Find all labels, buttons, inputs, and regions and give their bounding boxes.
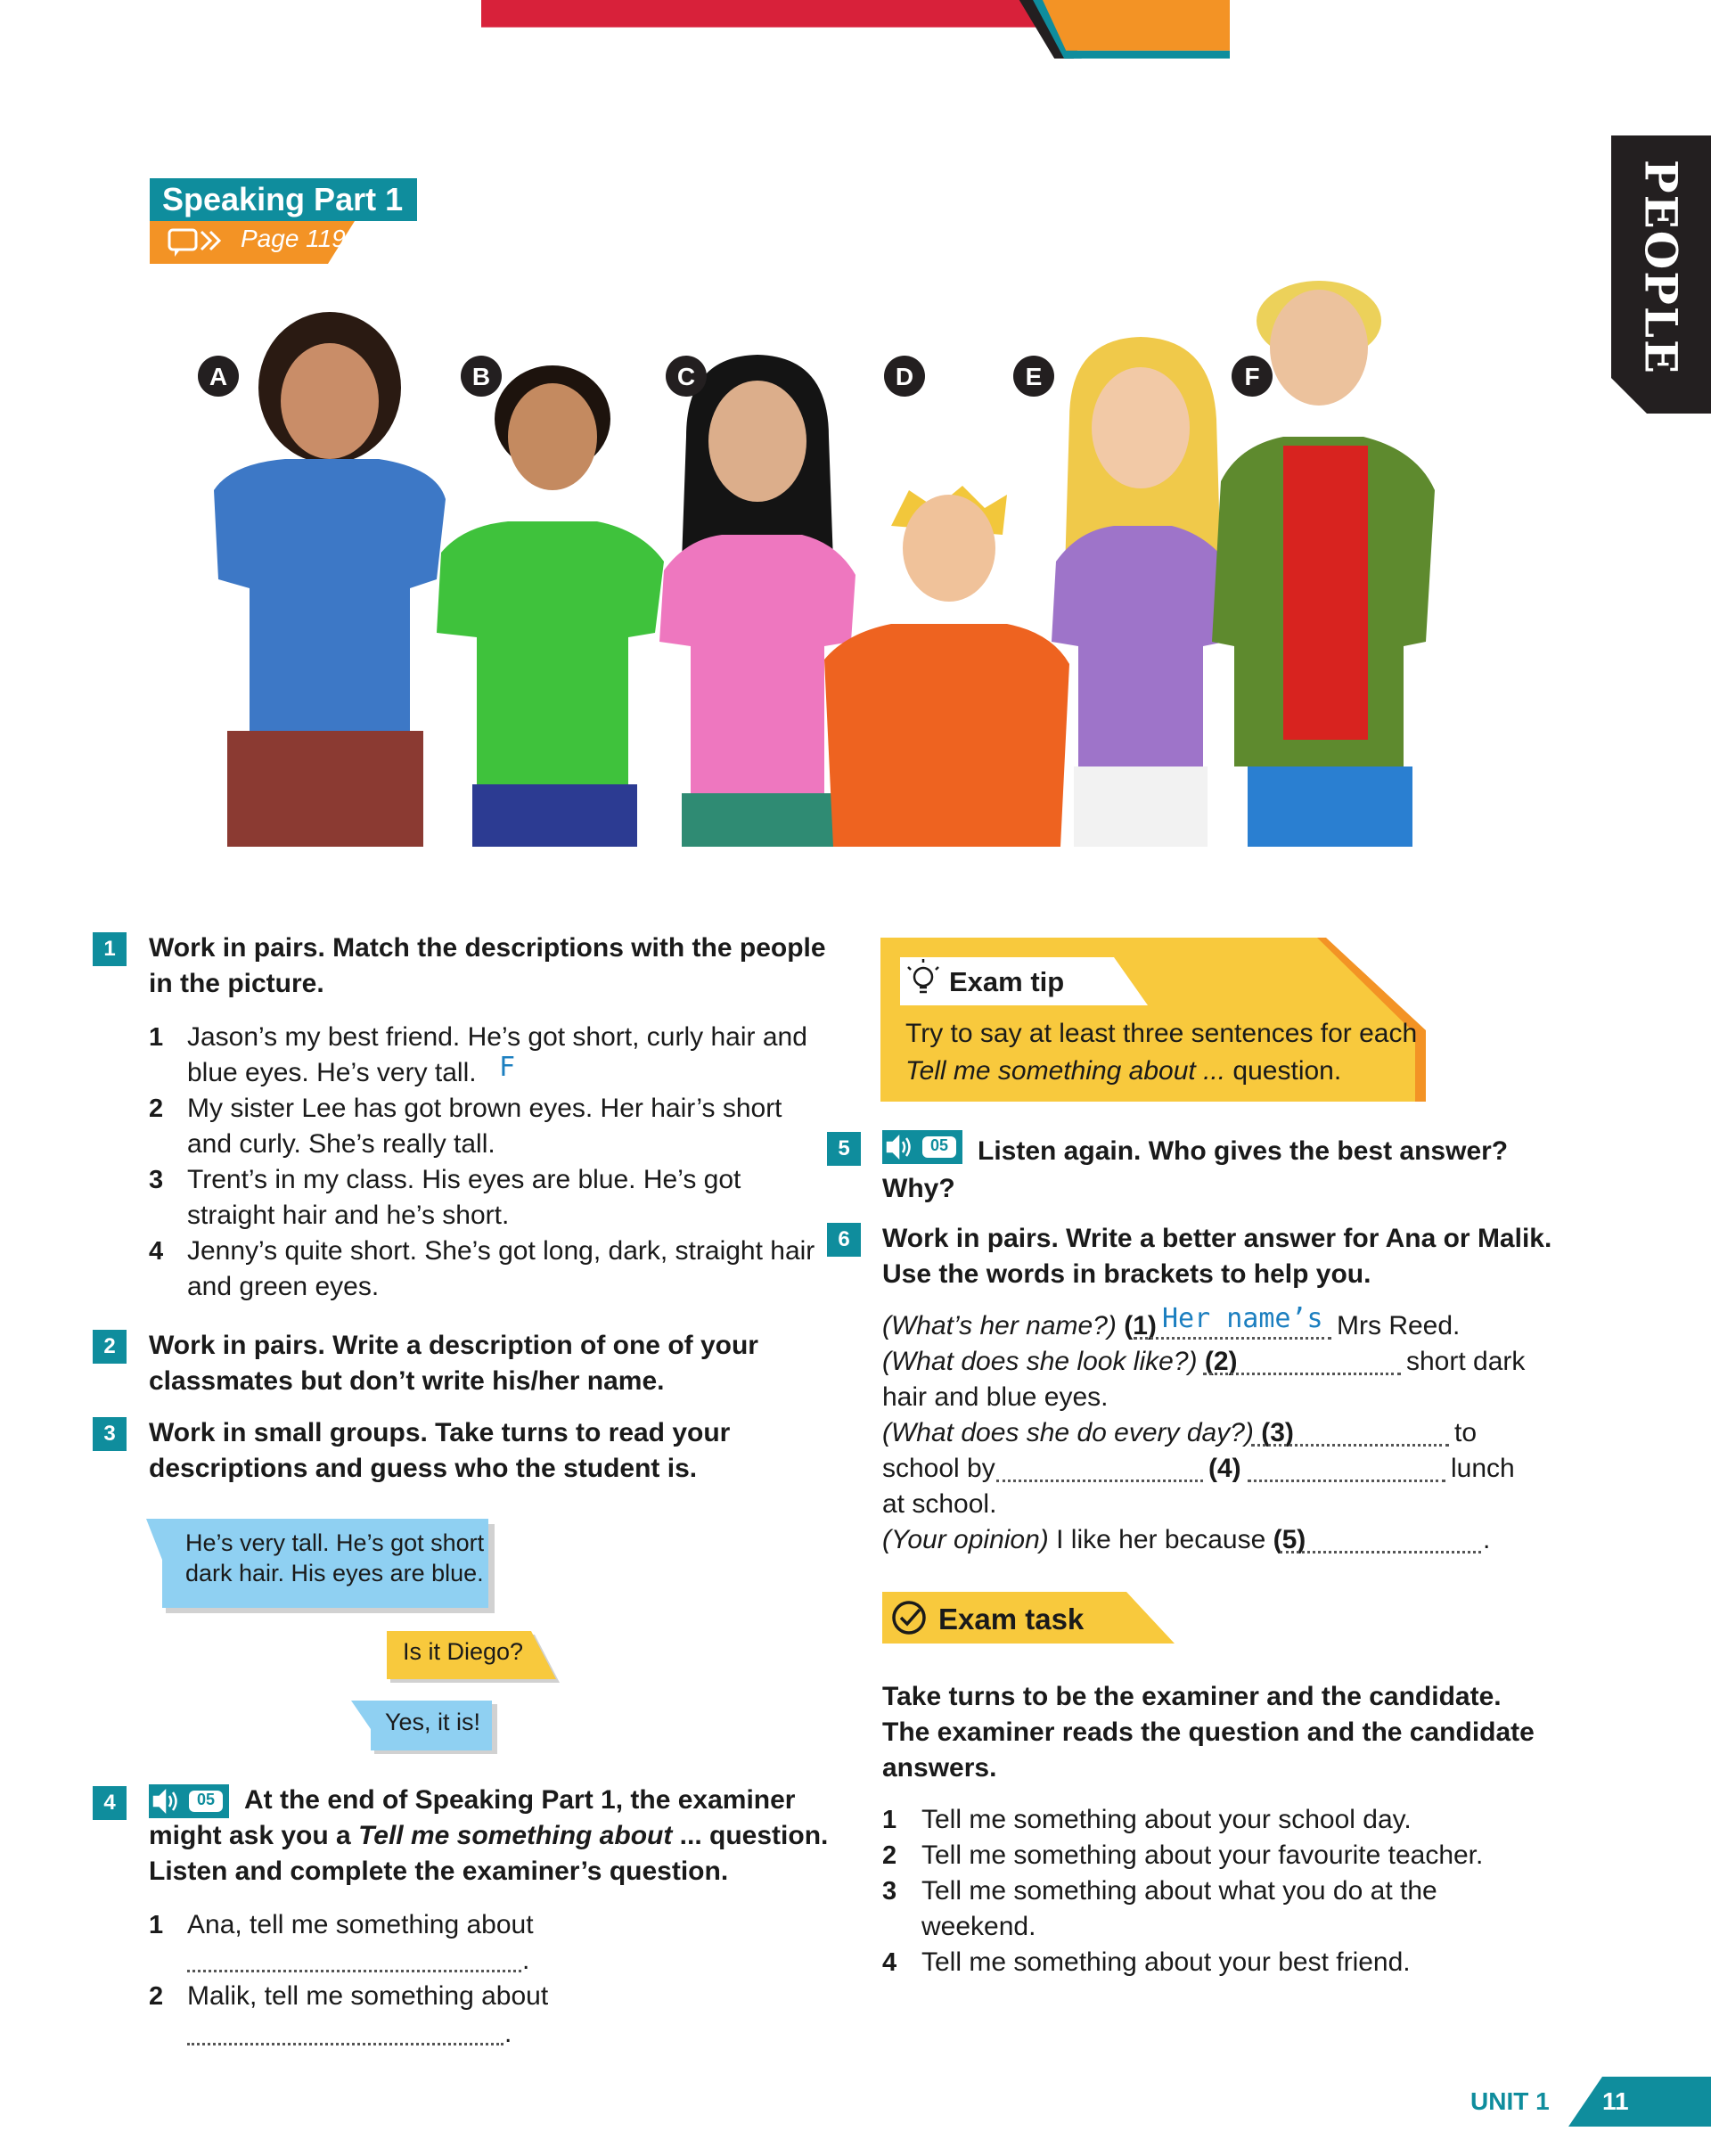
exercise-6-row [882, 1308, 1157, 1344]
exercise-2-instruction-line1: Work in pairs. Write a description of one of your [149, 1331, 758, 1360]
page-number: 11 [1602, 2087, 1629, 2115]
exam-tip-title: Exam tip [949, 966, 1065, 997]
exercise-6-instruction-line1: Work in pairs. Write a better answer for Ana or Malik. [882, 1224, 1552, 1253]
exercise-1-item-number: 3 [149, 1166, 164, 1194]
exam-task-item-text: Tell me something about your favourite teacher. [921, 1840, 1484, 1870]
exercise-4-line2-a: might ask you a [149, 1821, 359, 1850]
person-letter-d: D [895, 363, 914, 390]
exercise-1-item-line1: Trent’s in my class. His eyes are blue. He’s got [187, 1165, 741, 1194]
exercise-6-line: at school. [882, 1489, 997, 1519]
exam-task-item-text: Tell me something about your school day. [921, 1805, 1412, 1834]
gap-end: . [1483, 1525, 1491, 1554]
exercise-1-instruction-line1: Work in pairs. Match the descriptions with the people [149, 933, 826, 963]
exercise-4-item-end: . [504, 2019, 512, 2048]
person-b [437, 365, 664, 847]
gap-after-text: Mrs Reed. [1337, 1311, 1461, 1340]
answer-gap[interactable] [1203, 1373, 1401, 1375]
exercise-1-instruction-line2: in the picture. [149, 969, 324, 998]
exam-task-instruction-line1: Take turns to be the examiner and the candidate. [882, 1682, 1502, 1711]
exercise-1-item-line2: and curly. She’s really tall. [187, 1129, 495, 1159]
exercise-3-number: 3 [93, 1417, 127, 1451]
exercise-4-item-text: Malik, tell me something about [187, 1981, 549, 2011]
exercise-6-line: school by [882, 1454, 995, 1483]
page-number-tab [1568, 2077, 1711, 2127]
person-letter-e: E [1025, 363, 1043, 390]
exam-task-item-number: 2 [882, 1841, 897, 1870]
unit-label: UNIT 1 [1470, 2087, 1550, 2115]
exercise-3-instruction-line1: Work in small groups. Take turns to read your [149, 1418, 731, 1447]
exam-tip-line1: Try to say at least three sentences for each [905, 1019, 1418, 1048]
exercise-6-number: 6 [827, 1223, 861, 1257]
gap-after-text: lunch [1451, 1454, 1515, 1483]
exam-task-item-text-cont: weekend. [921, 1912, 1036, 1941]
handwritten-answer: Her name’s [1162, 1303, 1323, 1334]
speech-bubble-3-text: Yes, it is! [385, 1709, 481, 1735]
audio-track-number: 05 [196, 1791, 216, 1808]
exercise-1-item-number: 2 [149, 1094, 164, 1123]
person-d [824, 486, 1069, 847]
gap-number: (4) [1208, 1454, 1241, 1483]
section-title: Speaking [1367, 20, 1675, 96]
exam-task-item-text: Tell me something about what you do at the [921, 1876, 1437, 1906]
exercise-5-number: 5 [827, 1132, 861, 1166]
exercise-4-answer-line[interactable] [187, 2043, 503, 2045]
exercise-3-instruction-line2: descriptions and guess who the student is. [149, 1454, 698, 1483]
answer-gap[interactable] [1251, 1444, 1449, 1447]
exercise-1-item-number: 4 [149, 1237, 164, 1266]
gap-number: (3) [1261, 1418, 1294, 1447]
exercise-4-item-number: 1 [149, 1911, 164, 1939]
exercise-1-handwritten-answer: F [499, 1052, 516, 1083]
exercise-2-instruction-line2: classmates but don’t write his/her name. [149, 1366, 665, 1396]
exercise-1-item-line1: Jenny’s quite short. She’s got long, dark, straight hair [187, 1236, 815, 1266]
person-c [659, 355, 856, 847]
exercise-4-line2-italic: Tell me something about [358, 1821, 673, 1850]
gap-number: (1) [1124, 1311, 1157, 1340]
exercise-1-item-line2: blue eyes. He’s very tall. [187, 1058, 477, 1087]
exercise-1-number: 1 [93, 932, 127, 966]
exercise-4-number: 4 [93, 1786, 127, 1820]
exercise-4-item-end: . [522, 1946, 530, 1975]
speech-bubble-1-line2: dark hair. His eyes are blue. [185, 1560, 484, 1586]
exercise-1-item-line2: straight hair and he’s short. [187, 1201, 510, 1230]
answer-gap[interactable] [1280, 1551, 1481, 1553]
exercise-5-instruction-line2: Why? [882, 1174, 955, 1203]
audio-track-number: 05 [929, 1136, 949, 1154]
page-ref: Page 119 [241, 225, 346, 252]
answer-gap[interactable] [1248, 1480, 1445, 1482]
exercise-4-line2-b: ... question. [672, 1821, 829, 1850]
answer-gap[interactable] [996, 1480, 1203, 1482]
exercise-4-item-number: 2 [149, 1982, 164, 2011]
exercise-6-row [882, 1522, 1306, 1558]
exercise-6-row [882, 1344, 1238, 1380]
person-letter-b: B [471, 363, 491, 390]
speech-bubble-1-line1: He’s very tall. He’s got short [185, 1529, 485, 1556]
question-prompt: (What does she look like?) [882, 1347, 1198, 1376]
exercise-4-instruction-line2 [149, 1818, 828, 1854]
question-prompt: (What’s her name?) [882, 1311, 1117, 1340]
answer-gap[interactable] [1134, 1337, 1331, 1340]
exercise-5-instruction-line1: Listen again. Who gives the best answer? [978, 1136, 1509, 1166]
exam-task-item-number: 4 [882, 1948, 897, 1977]
exam-task-item-number: 1 [882, 1806, 897, 1834]
people-illustration [178, 267, 1461, 847]
exercise-6-like-text: I like her because [1056, 1525, 1266, 1554]
gap-number: (2) [1204, 1347, 1238, 1376]
question-prompt: (What does she do every day?) [882, 1418, 1254, 1447]
exam-tip-line2-italic: Tell me something about ... [905, 1056, 1226, 1086]
exercise-6-instruction-line2: Use the words in brackets to help you. [882, 1259, 1371, 1289]
exercise-4-answer-line[interactable] [187, 1970, 521, 1972]
gap-after-text: short dark [1406, 1347, 1526, 1376]
exercise-4-instruction-line1: At the end of Speaking Part 1, the examiner [244, 1785, 796, 1815]
gap-number: (5) [1273, 1525, 1306, 1554]
question-prompt: (Your opinion) [882, 1525, 1049, 1554]
exercise-4-instruction-line3: Listen and complete the examiner’s question. [149, 1857, 729, 1886]
person-letter-f: F [1244, 363, 1260, 390]
person-letter-c: C [676, 363, 696, 390]
speech-bubble-2-text: Is it Diego? [403, 1638, 524, 1665]
side-tab-label: PEOPLE [1634, 159, 1688, 376]
exercise-1-item-number: 1 [149, 1023, 164, 1052]
gap-after-text: to [1454, 1418, 1478, 1447]
part-label: Speaking Part 1 [150, 178, 417, 221]
exercise-2-number: 2 [93, 1330, 127, 1364]
exam-tip-line2 [905, 1053, 1341, 1089]
exercise-1-item-line1: Jason’s my best friend. He’s got short, curly hair and [187, 1022, 807, 1052]
exam-task-title: Exam task [938, 1603, 1085, 1635]
exercise-4-item-text: Ana, tell me something about [187, 1910, 534, 1939]
person-letter-a: A [209, 363, 228, 390]
exercise-1-item-line2: and green eyes. [187, 1272, 380, 1301]
person-e [1052, 337, 1230, 847]
exam-task-item-text: Tell me something about your best friend. [921, 1947, 1411, 1977]
exam-tip-line2-rest: question. [1225, 1056, 1342, 1086]
exam-task-instruction-line2: The examiner reads the question and the candidate [882, 1717, 1535, 1747]
exam-task-item-number: 3 [882, 1877, 897, 1906]
exam-task-instruction-line3: answers. [882, 1753, 997, 1783]
exercise-1-item-line1: My sister Lee has got brown eyes. Her hair’s short [187, 1094, 782, 1123]
exercise-6-line: hair and blue eyes. [882, 1382, 1109, 1412]
person-a [214, 312, 446, 847]
exercise-6-row [882, 1415, 1294, 1451]
